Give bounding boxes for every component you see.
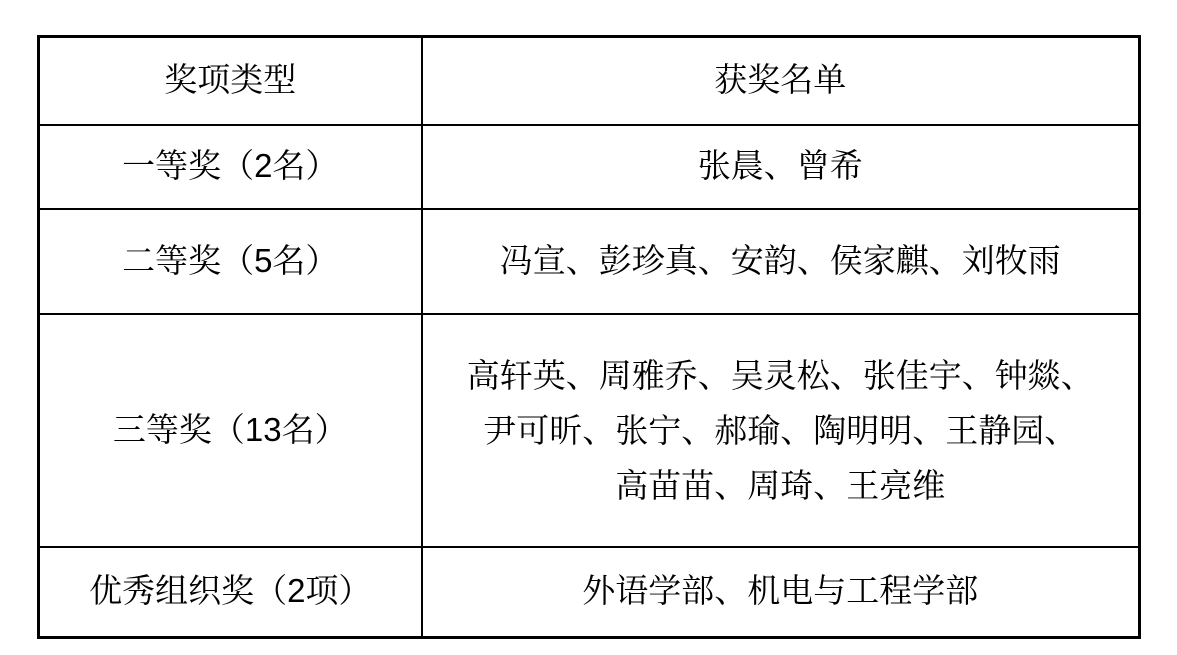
awards-table	[37, 35, 1141, 639]
table-row-third-prize	[39, 314, 1140, 547]
winners-second-prize	[422, 209, 1140, 314]
winner-names-line: 冯宣、彭珍真、安韵、侯家麒、刘牧雨	[499, 241, 1061, 279]
winner-names-line: 高轩英、周雅乔、吴灵松、张佳宇、钟燚、	[466, 356, 1094, 394]
table-row-second-prize	[39, 209, 1140, 314]
winners-first-prize	[422, 125, 1140, 209]
table-row-first-prize	[39, 125, 1140, 209]
column-header-winner-list: 获奖名单	[422, 37, 1140, 125]
winners-third-prize	[422, 314, 1140, 547]
column-header-award-type: 奖项类型	[39, 37, 422, 125]
award-type-organization-award: 优秀组织奖（2项）	[39, 547, 422, 638]
table-row-organization-award	[39, 547, 1140, 638]
winner-names-line: 尹可昕、张宁、郝瑜、陶明明、王静园、	[483, 411, 1078, 449]
winner-names-line: 外语学部、机电与工程学部	[582, 572, 979, 610]
winner-names-line: 张晨、曾希	[697, 147, 863, 185]
table-header-row	[39, 37, 1140, 125]
award-type-second-prize: 二等奖（5名）	[39, 209, 422, 314]
winners-organization-award	[422, 547, 1140, 638]
award-type-first-prize: 一等奖（2名）	[39, 125, 422, 209]
winner-names-line: 高苗苗、周琦、王亮维	[615, 466, 946, 504]
award-type-third-prize: 三等奖（13名）	[39, 314, 422, 547]
